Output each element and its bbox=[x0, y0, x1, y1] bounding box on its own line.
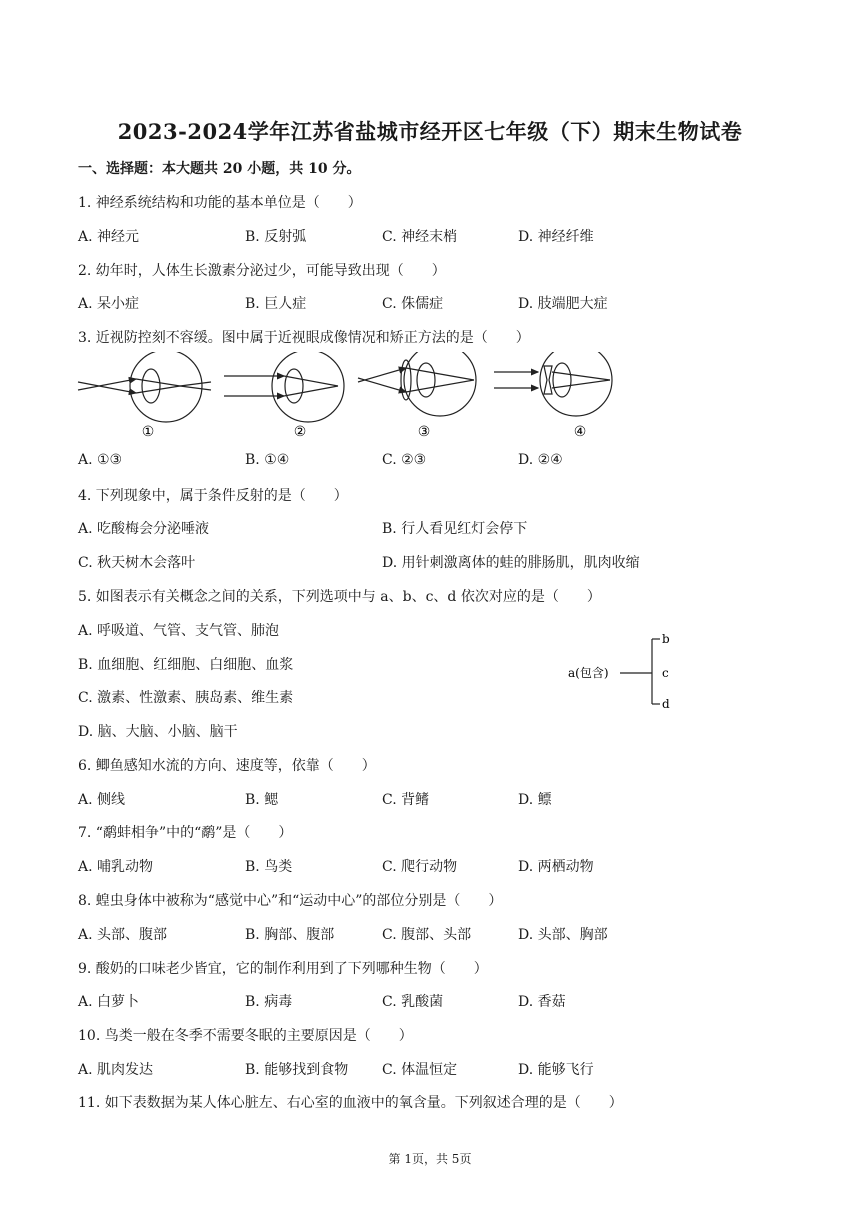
q5-option-a: A. 呼吸道、气管、支气管、肺泡 bbox=[78, 623, 280, 639]
q9-option-c: C. 乳酸菌 bbox=[382, 994, 444, 1010]
question-4-stem: 4. 下列现象中，属于条件反射的是（ ） bbox=[78, 488, 348, 504]
q5-option-c: C. 激素、性激素、胰岛素、维生素 bbox=[78, 690, 294, 706]
q8-option-a: A. 头部、腹部 bbox=[78, 927, 168, 943]
question-9-stem: 9. 酸奶的口味老少皆宜，它的制作利用到了下列哪种生物（ ） bbox=[78, 961, 488, 977]
eye-diagram-4 bbox=[494, 352, 612, 416]
q4-option-d: D. 用针刺激离体的蛙的腓肠肌，肌肉收缩 bbox=[382, 555, 640, 571]
diagram-branch-c: c bbox=[662, 666, 669, 680]
question-6-stem: 6. 鲫鱼感知水流的方向、速度等，依靠（ ） bbox=[78, 758, 376, 774]
q4-option-c: C. 秋天树木会落叶 bbox=[78, 555, 196, 571]
diagram-root-label: a(包含) bbox=[568, 666, 609, 680]
q10-option-b: B. 能够找到食物 bbox=[245, 1062, 349, 1078]
exam-title: 2023-2024学年江苏省盐城市经开区七年级（下）期末生物试卷 bbox=[117, 119, 743, 144]
question-3-stem: 3. 近视防控刻不容缓。图中属于近视眼成像情况和矫正方法的是（ ） bbox=[78, 330, 530, 346]
q1-option-d: D. 神经纤维 bbox=[518, 229, 594, 245]
figure-label-3: ③ bbox=[417, 424, 431, 440]
q5-option-d: D. 脑、大脑、小脑、脑干 bbox=[78, 724, 238, 740]
q2-option-c: C. 侏儒症 bbox=[382, 296, 444, 312]
eye-diagrams-figure bbox=[76, 352, 636, 444]
q10-option-c: C. 体温恒定 bbox=[382, 1062, 458, 1078]
concept-relation-diagram bbox=[566, 628, 676, 712]
section-heading: 一、选择题：本大题共 20 小题，共 10 分。 bbox=[78, 161, 361, 177]
question-11-stem: 11. 如下表数据为某人体心脏左、右心室的血液中的氧含量。下列叙述合理的是（ ） bbox=[78, 1095, 623, 1111]
q5-option-b: B. 血细胞、红细胞、白细胞、血浆 bbox=[78, 657, 294, 673]
q8-option-b: B. 胸部、腹部 bbox=[245, 927, 335, 943]
q6-option-c: C. 背鳍 bbox=[382, 792, 430, 808]
q4-option-b: B. 行人看见红灯会停下 bbox=[382, 521, 528, 537]
figure-label-1: ① bbox=[141, 424, 155, 440]
eye-diagram-2 bbox=[224, 352, 344, 422]
q10-option-a: A. 肌肉发达 bbox=[78, 1062, 154, 1078]
q4-option-a: A. 吃酸梅会分泌唾液 bbox=[78, 521, 210, 537]
q6-option-d: D. 鳔 bbox=[518, 792, 552, 808]
question-8-stem: 8. 蝗虫身体中被称为“感觉中心”和“运动中心”的部位分别是（ ） bbox=[78, 893, 503, 909]
diagram-branch-d: d bbox=[662, 697, 670, 711]
question-1-stem: 1. 神经系统结构和功能的基本单位是（ ） bbox=[78, 195, 362, 211]
q9-option-a: A. 白萝卜 bbox=[78, 994, 140, 1010]
question-7-stem: 7. “鹬蚌相争”中的“鹬”是（ ） bbox=[78, 825, 293, 841]
eye-diagram-1 bbox=[78, 352, 211, 422]
q7-option-d: D. 两栖动物 bbox=[518, 859, 594, 875]
q7-option-a: A. 哺乳动物 bbox=[78, 859, 154, 875]
q7-option-b: B. 鸟类 bbox=[245, 859, 293, 875]
q9-option-b: B. 病毒 bbox=[245, 994, 293, 1010]
figure-label-2: ② bbox=[293, 424, 307, 440]
q7-option-c: C. 爬行动物 bbox=[382, 859, 458, 875]
q8-option-c: C. 腹部、头部 bbox=[382, 927, 472, 943]
q3-option-d: D. ②④ bbox=[518, 452, 563, 468]
q1-option-c: C. 神经末梢 bbox=[382, 229, 458, 245]
q8-option-d: D. 头部、胸部 bbox=[518, 927, 608, 943]
q3-option-c: C. ②③ bbox=[382, 452, 427, 468]
page-footer: 第 1页，共 5页 bbox=[388, 1152, 472, 1166]
diagram-branch-b: b bbox=[662, 632, 670, 646]
q1-option-a: A. 神经元 bbox=[78, 229, 140, 245]
q6-option-a: A. 侧线 bbox=[78, 792, 126, 808]
q3-option-a: A. ①③ bbox=[78, 452, 123, 468]
eye-diagram-3 bbox=[358, 352, 476, 416]
figure-label-4: ④ bbox=[573, 424, 587, 440]
q9-option-d: D. 香菇 bbox=[518, 994, 566, 1010]
q1-option-b: B. 反射弧 bbox=[245, 229, 307, 245]
question-2-stem: 2. 幼年时，人体生长激素分泌过少，可能导致出现（ ） bbox=[78, 263, 446, 279]
q2-option-d: D. 肢端肥大症 bbox=[518, 296, 608, 312]
q2-option-b: B. 巨人症 bbox=[245, 296, 307, 312]
q3-option-b: B. ①④ bbox=[245, 452, 290, 468]
q2-option-a: A. 呆小症 bbox=[78, 296, 140, 312]
q6-option-b: B. 鳃 bbox=[245, 792, 279, 808]
question-5-stem: 5. 如图表示有关概念之间的关系，下列选项中与 a、b、c、d 依次对应的是（ ） bbox=[78, 589, 601, 605]
question-10-stem: 10. 鸟类一般在冬季不需要冬眠的主要原因是（ ） bbox=[78, 1028, 413, 1044]
q10-option-d: D. 能够飞行 bbox=[518, 1062, 594, 1078]
